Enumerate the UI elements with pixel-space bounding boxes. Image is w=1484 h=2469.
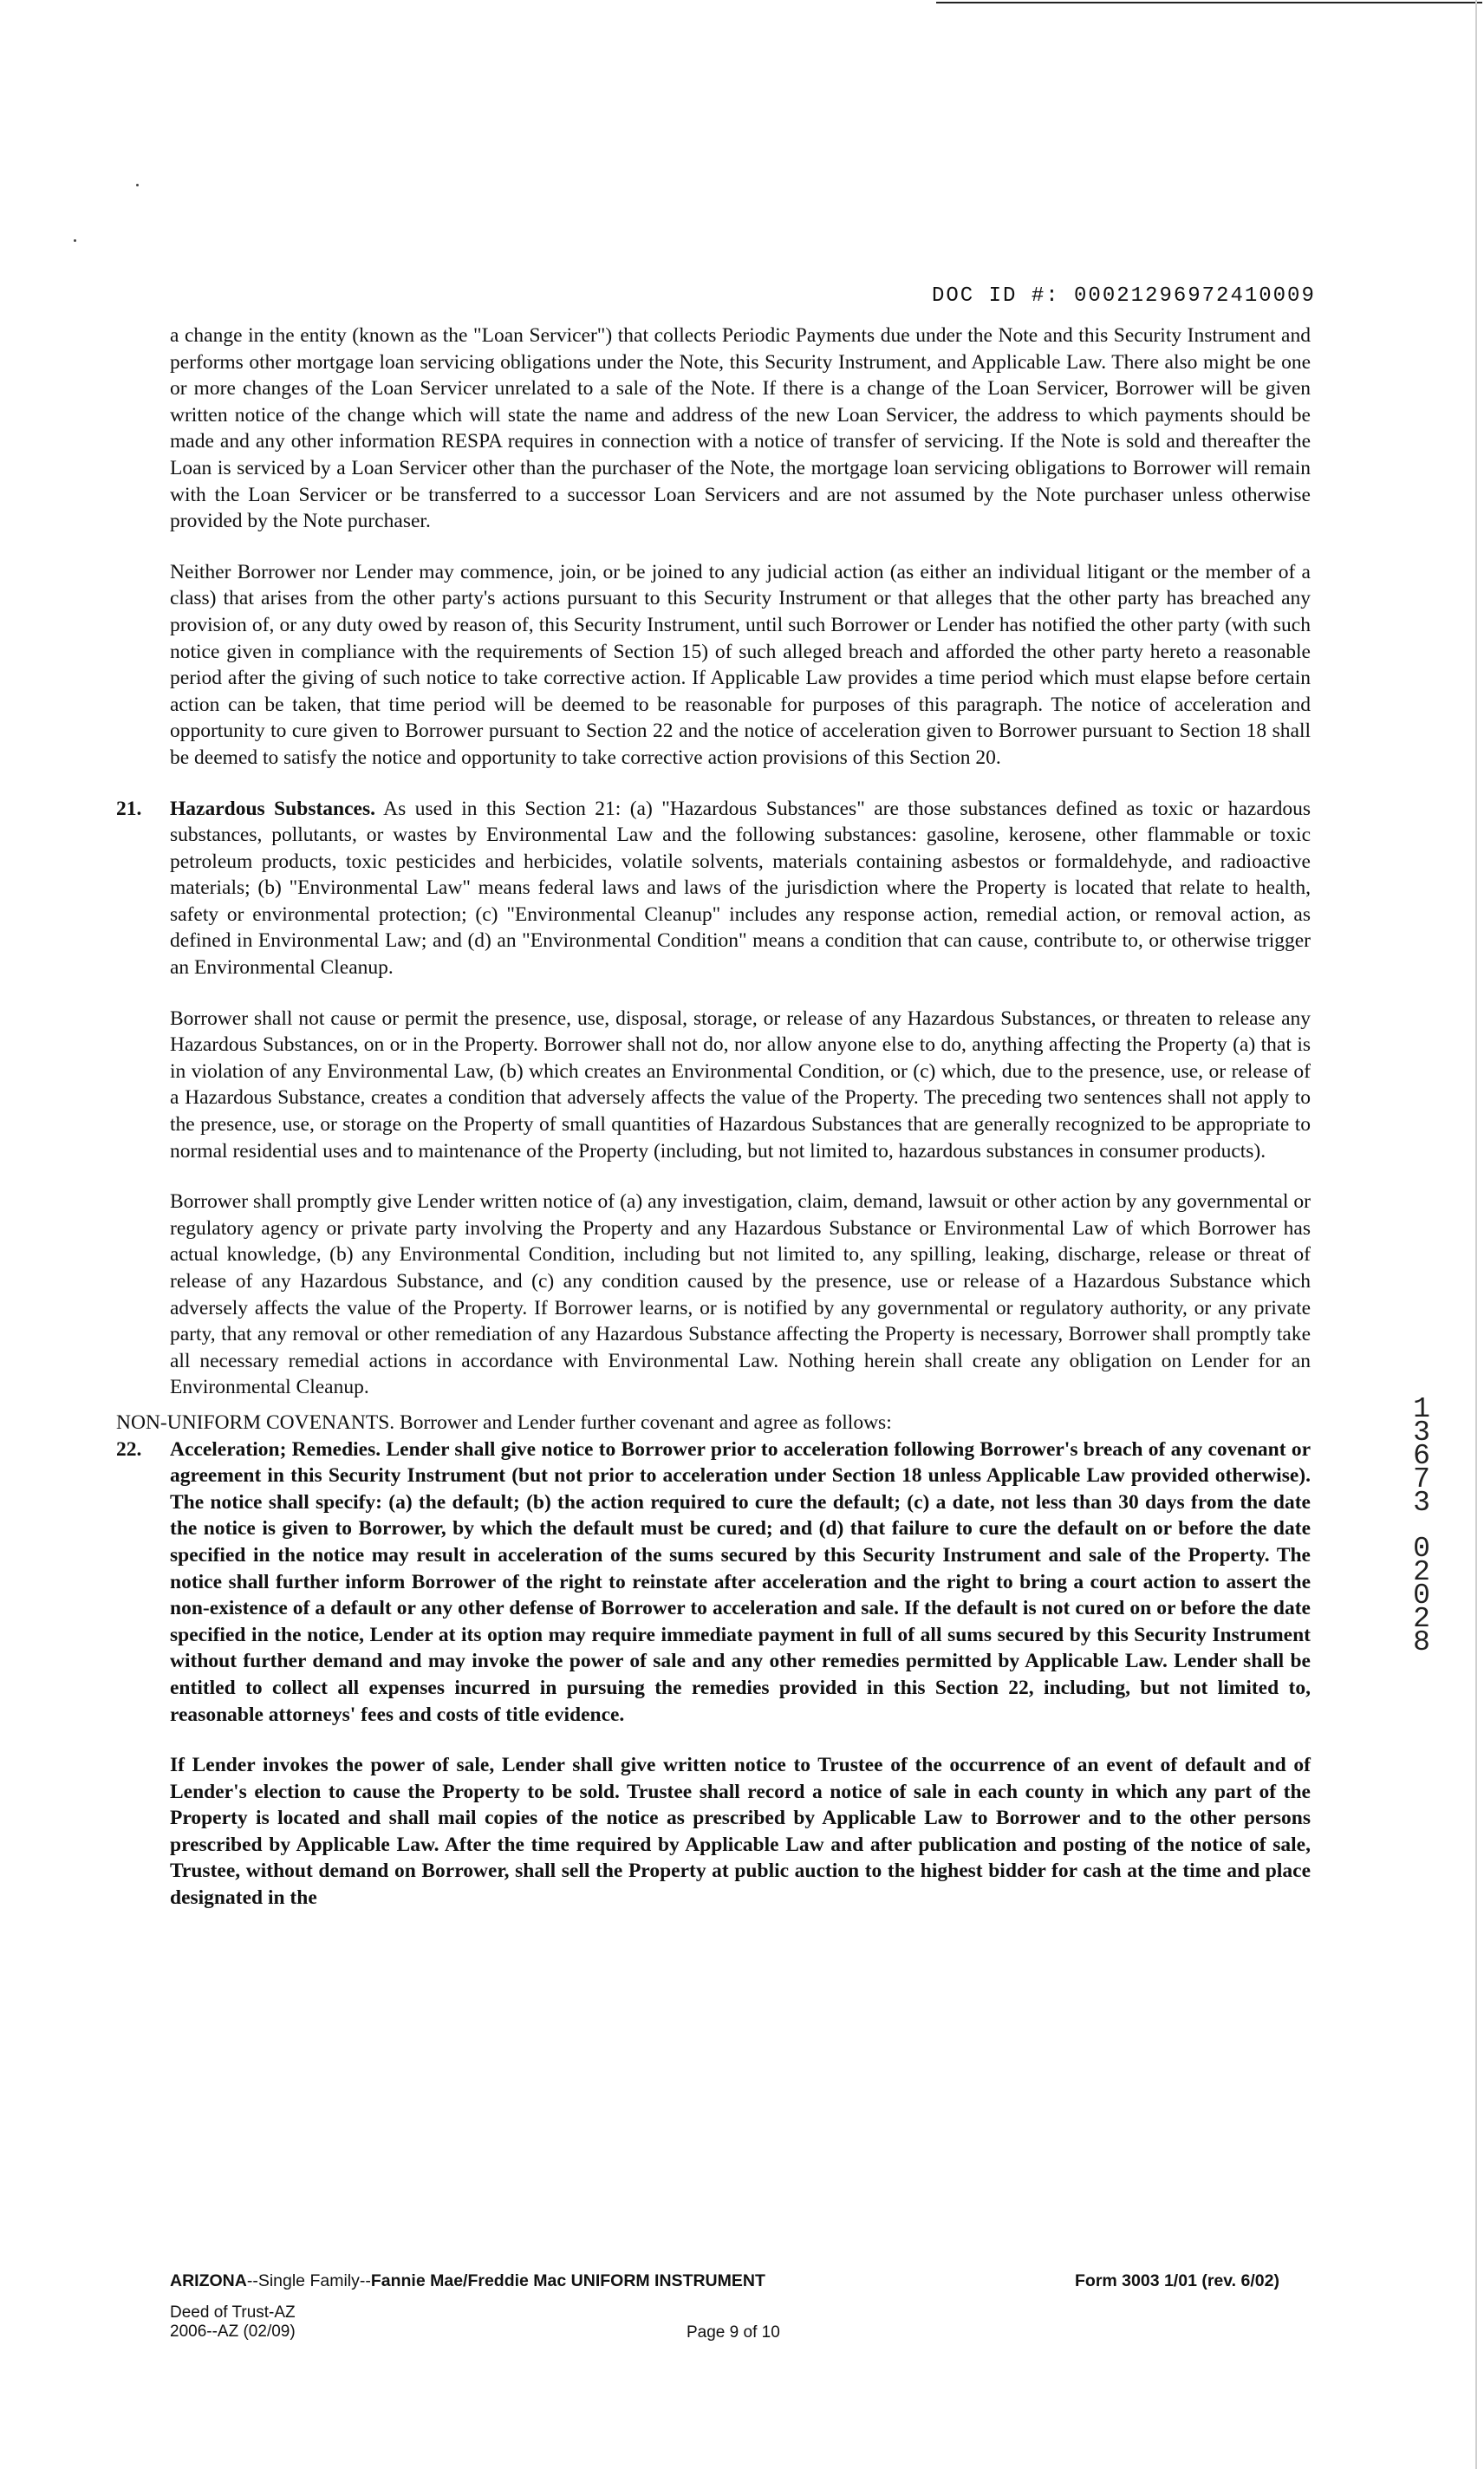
stamp-digit: 1 bbox=[1413, 1393, 1430, 1425]
section-21 bbox=[116, 796, 1311, 981]
paragraph-hazardous-notice: Borrower shall promptly give Lender written notice of (a) any investigation, claim, demand, lawsuit or other action by any governmental or regulatory agency or private party involving the Property and any Hazardous Substance or Environmental Law of which Borrower has actual knowledge, (b) any Environmental Condition, including but not limited to, any spilling, leaking, discharge, release or threat of release of any Hazardous Substance, and (c) any condition caused by the presence, use or release of a Hazardous Substance which adversely affects the value of the Property. If Borrower learns, or is notified by any governmental or regulatory authority, or any private party, that any removal or other remediation of any Hazardous Substance affecting the Property is necessary, Borrower shall promptly take all necessary remedial actions in accordance with Environmental Law. Nothing herein shall create any obligation on Lender for an Environmental Cleanup. bbox=[170, 1190, 1311, 1399]
doc-id: DOC ID #: 00021296972410009 bbox=[932, 284, 1316, 308]
scan-edge-line bbox=[936, 2, 1482, 3]
non-uniform-covenants: NON-UNIFORM COVENANTS. Borrower and Lender further covenant and agree as follows: bbox=[116, 1410, 892, 1434]
stamp-digit: 3 bbox=[1413, 1417, 1430, 1449]
footer-form-ids bbox=[170, 2303, 296, 2342]
footer-line-1: Deed of Trust-AZ bbox=[170, 2303, 296, 2322]
scan-speck bbox=[74, 239, 76, 242]
paragraph-loan-servicer: a change in the entity (known as the "Loan Servicer") that collects Periodic Payments due under the Note and this Security Instrument and performs other mortgage loan servicing obligations under the Note, this Security Instrument, and Applicable Law. There also might be one or more changes of the Loan Servicer unrelated to a sale of the Note. If there is a change of the Loan Servicer, Borrower will be given written notice of the change which will state the name and address of the new Loan Servicer, the address to which payments should be made and any other information RESPA requires in connection with a notice of transfer of servicing. If the Note is sold and thereafter the Loan is serviced by a Loan Servicer other than the purchaser of the Note, the mortgage loan servicing obligations to Borrower will remain with the Loan Servicer or be transferred to a successor Loan Servicers and are not assumed by the Note purchaser unless otherwise provided by the Note purchaser. bbox=[170, 324, 1311, 533]
section-number: 22. bbox=[116, 1437, 142, 1461]
section-number: 21. bbox=[116, 797, 142, 820]
footer-line-2: 2006--AZ (02/09) bbox=[170, 2322, 296, 2341]
recording-stamp bbox=[1404, 1393, 1439, 1658]
stamp-digit: 0 bbox=[1413, 1533, 1430, 1565]
stamp-digit: 7 bbox=[1413, 1463, 1430, 1495]
section-text: As used in this Section 21: (a) "Hazardous Substances" are those substances defined as toxic or hazardous substances, pollutants, or wastes by Environmental Law and the following substances: gasoline, kerosene, other flammable or toxic petroleum products, toxic pesticides and herbicides, volatile solvents, materials containing asbestos or formaldehyde, and radioactive materials; (b) "Environmental Law" means federal laws and laws of the jurisdiction where the Property is located that relate to health, safety or environmental protection; (c) "Environmental Cleanup" includes any response action, remedial action, or removal action, as defined in Environmental Law; and (d) an "Environmental Condition" means a condition that can cause, contribute to, or otherwise trigger an Environmental Cleanup. bbox=[170, 797, 1311, 980]
scan-speck bbox=[136, 184, 139, 186]
section-text: Acceleration; Remedies. Lender shall give notice to Borrower prior to acceleration following Borrower's breach of any covenant or agreement in this Security Instrument (but not prior to acceleration under Section 18 unless Applicable Law provided otherwise). The notice shall specify: (a) the default; (b) the action required to cure the default; (c) a date, not less than 30 days from the date the notice is given to Borrower, by which the default must be cured; and (d) that failure to cure the default on or before the date specified in the notice may result in acceleration of the sums secured by this Security Instrument and sale of the Property. The notice shall further inform Borrower of the right to reinstate after acceleration and the right to bring a court action to assert the non-existence of a default or any other defense of Borrower to acceleration and sale. If the default is not cured on or before the date specified in the notice, Lender at its option may require immediate payment in full of all sums secured by this Security Instrument without further demand and may invoke the power of sale and any other remedies permitted by Applicable Law. Lender shall be entitled to collect all expenses incurred in pursuing the remedies provided in this Section 22, including, but not limited to, reasonable attorneys' fees and costs of title evidence. bbox=[170, 1437, 1311, 1726]
stamp-digit: 6 bbox=[1413, 1440, 1430, 1472]
document-body bbox=[116, 322, 1311, 1936]
scan-edge-right bbox=[1475, 0, 1477, 2469]
footer-instrument-name: Fannie Mae/Freddie Mac UNIFORM INSTRUMENT bbox=[370, 2271, 765, 2290]
stamp-digit: 2 bbox=[1413, 1603, 1430, 1635]
stamp-digit: 2 bbox=[1413, 1556, 1430, 1588]
footer-instrument bbox=[170, 2271, 765, 2291]
paragraph-notice-grievance: Neither Borrower nor Lender may commence, join, or be joined to any judicial action (as either an individual litigant or the member of a class) that arises from the other party's actions pursuant to this Security Instrument or that alleges that the other party has breached any provision of, or any duty owed by reason of, this Security Instrument, until such Borrower or Lender has notified the other party (with such notice given in compliance with the requirements of Section 15) of such alleged breach and afforded the other party hereto a reasonable period after the giving of such notice to take corrective action. If Applicable Law provides a time period which must elapse before certain action can be taken, that time period will be deemed to be reasonable for purposes of this paragraph. The notice of acceleration and opportunity to cure given to Borrower pursuant to Section 22 and the notice of acceleration given to Borrower pursuant to Section 18 shall be deemed to satisfy the notice and opportunity to take corrective action provisions of this Section 20. bbox=[170, 560, 1311, 769]
footer-form-number: Form 3003 1/01 (rev. 6/02) bbox=[1075, 2271, 1279, 2290]
section-22 bbox=[116, 1436, 1311, 1729]
paragraph-power-of-sale: If Lender invokes the power of sale, Lender shall give written notice to Trustee of the occurrence of an event of default and of Lender's election to cause the Property to be sold. Trustee shall record a notice of sale in each county in which any part of the Property is located and shall mail copies of the notice as prescribed by Applicable Law to Borrower and to the other persons prescribed by Applicable Law. After the time required by Applicable Law and after publication and posting of the notice of sale, Trustee, without demand on Borrower, shall sell the Property at public auction to the highest bidder for cash at the time and place designated in the bbox=[170, 1754, 1311, 1910]
stamp-digit: 8 bbox=[1413, 1626, 1430, 1658]
paragraph-hazardous-restrictions: Borrower shall not cause or permit the presence, use, disposal, storage, or release of any Hazardous Substances, or threaten to release any Hazardous Substances, on or in the Property. Borrower shall not do, nor allow anyone else to do, anything affecting the Property (a) that is in violation of any Environmental Law, (b) which creates an Environmental Condition, or (c) which, due to the presence, use, or release of a Hazardous Substance, creates a condition that adversely affects the value of the Property. The preceding two sentences shall not apply to the presence, use, or storage on the Property of small quantities of Hazardous Substances that are generally recognized to be appropriate to normal residential uses and to maintenance of the Property (including, but not limited to, hazardous substances in consumer products). bbox=[170, 1006, 1311, 1163]
footer-state: ARIZONA bbox=[170, 2271, 247, 2290]
footer-family: --Single Family-- bbox=[246, 2271, 371, 2290]
stamp-digit: 0 bbox=[1413, 1580, 1430, 1612]
stamp-digit: 3 bbox=[1413, 1487, 1430, 1519]
section-heading: Hazardous Substances. bbox=[170, 797, 375, 820]
page-number: Page 9 of 10 bbox=[687, 2323, 780, 2342]
